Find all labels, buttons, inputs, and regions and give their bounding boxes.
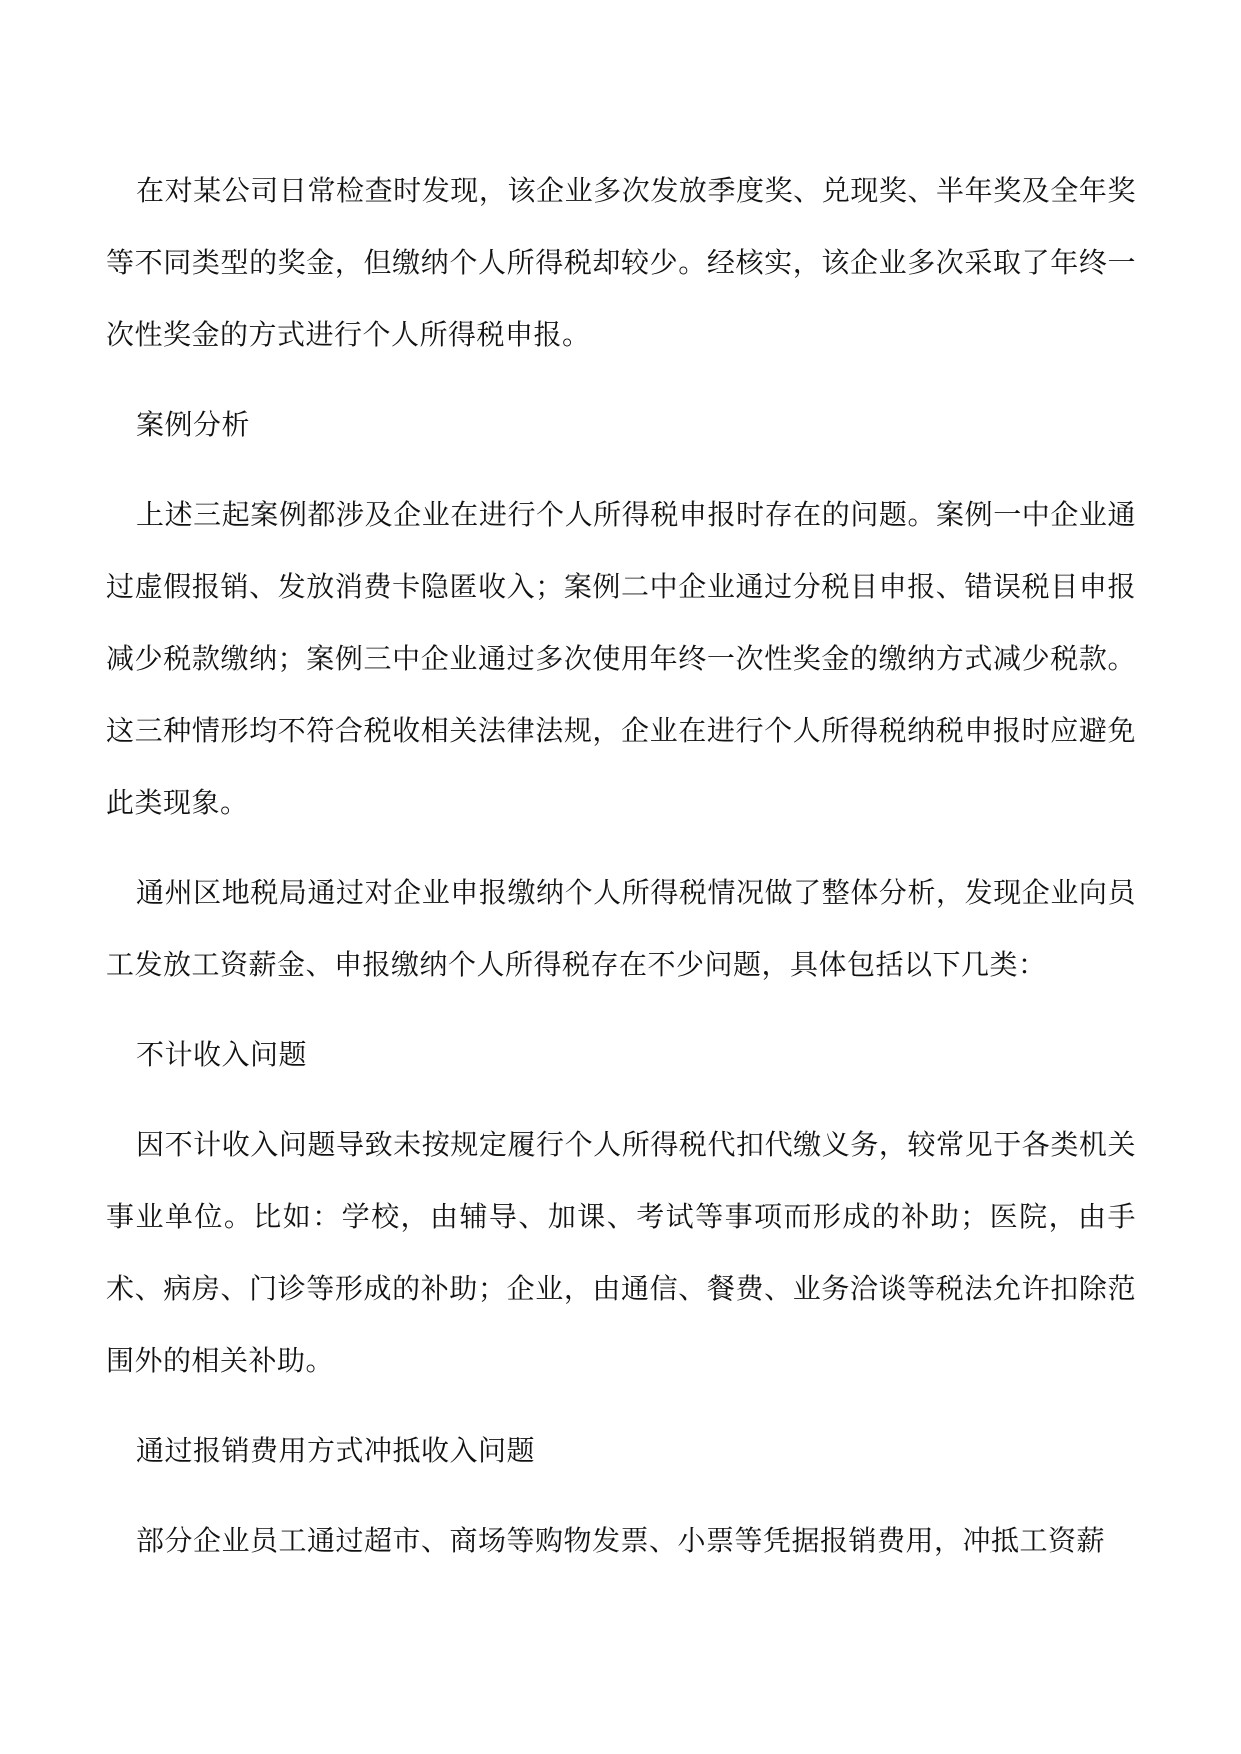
paragraph-tongzhou-analysis: 通州区地税局通过对企业申报缴纳个人所得税情况做了整体分析，发现企业向员工发放工资薪金、申报缴纳个人所得税存在不少问题，具体包括以下几类： bbox=[106, 876, 1136, 981]
paragraph-bonus-case: 在对某公司日常检查时发现，该企业多次发放季度奖、兑现奖、半年奖及全年奖等不同类型的奖金，但缴纳个人所得税却较少。经核实，该企业多次采取了年终一次性奖金的方式进行个人所得税申报。 bbox=[106, 174, 1136, 351]
paragraph-case-analysis: 上述三起案例都涉及企业在进行个人所得税申报时存在的问题。案例一中企业通过虚假报销、发放消费卡隐匿收入；案例二中企业通过分税目申报、错误税目申报减少税款缴纳；案例三中企业通过多次使用年终一次性奖金的缴纳方式减少税款。这三种情形均不符合税收相关法律法规，企业在进行个人所得税纳税申报时应避免此类现象。 bbox=[106, 498, 1136, 819]
paragraph-expense-reimbursement: 部分企业员工通过超市、商场等购物发票、小票等凭据报销费用，冲抵工资薪 bbox=[136, 1524, 1106, 1557]
heading-unrecorded-income: 不计收入问题 bbox=[136, 1038, 308, 1071]
document-body bbox=[106, 155, 1136, 1595]
heading-case-analysis: 案例分析 bbox=[136, 408, 251, 441]
paragraph-unrecorded-income: 因不计收入问题导致未按规定履行个人所得税代扣代缴义务，较常见于各类机关事业单位。比如：学校，由辅导、加课、考试等事项而形成的补助；医院，由手术、病房、门诊等形成的补助；企业，由通信、餐费、业务洽谈等税法允许扣除范围外的相关补助。 bbox=[106, 1128, 1136, 1377]
heading-expense-reimbursement: 通过报销费用方式冲抵收入问题 bbox=[136, 1434, 536, 1467]
